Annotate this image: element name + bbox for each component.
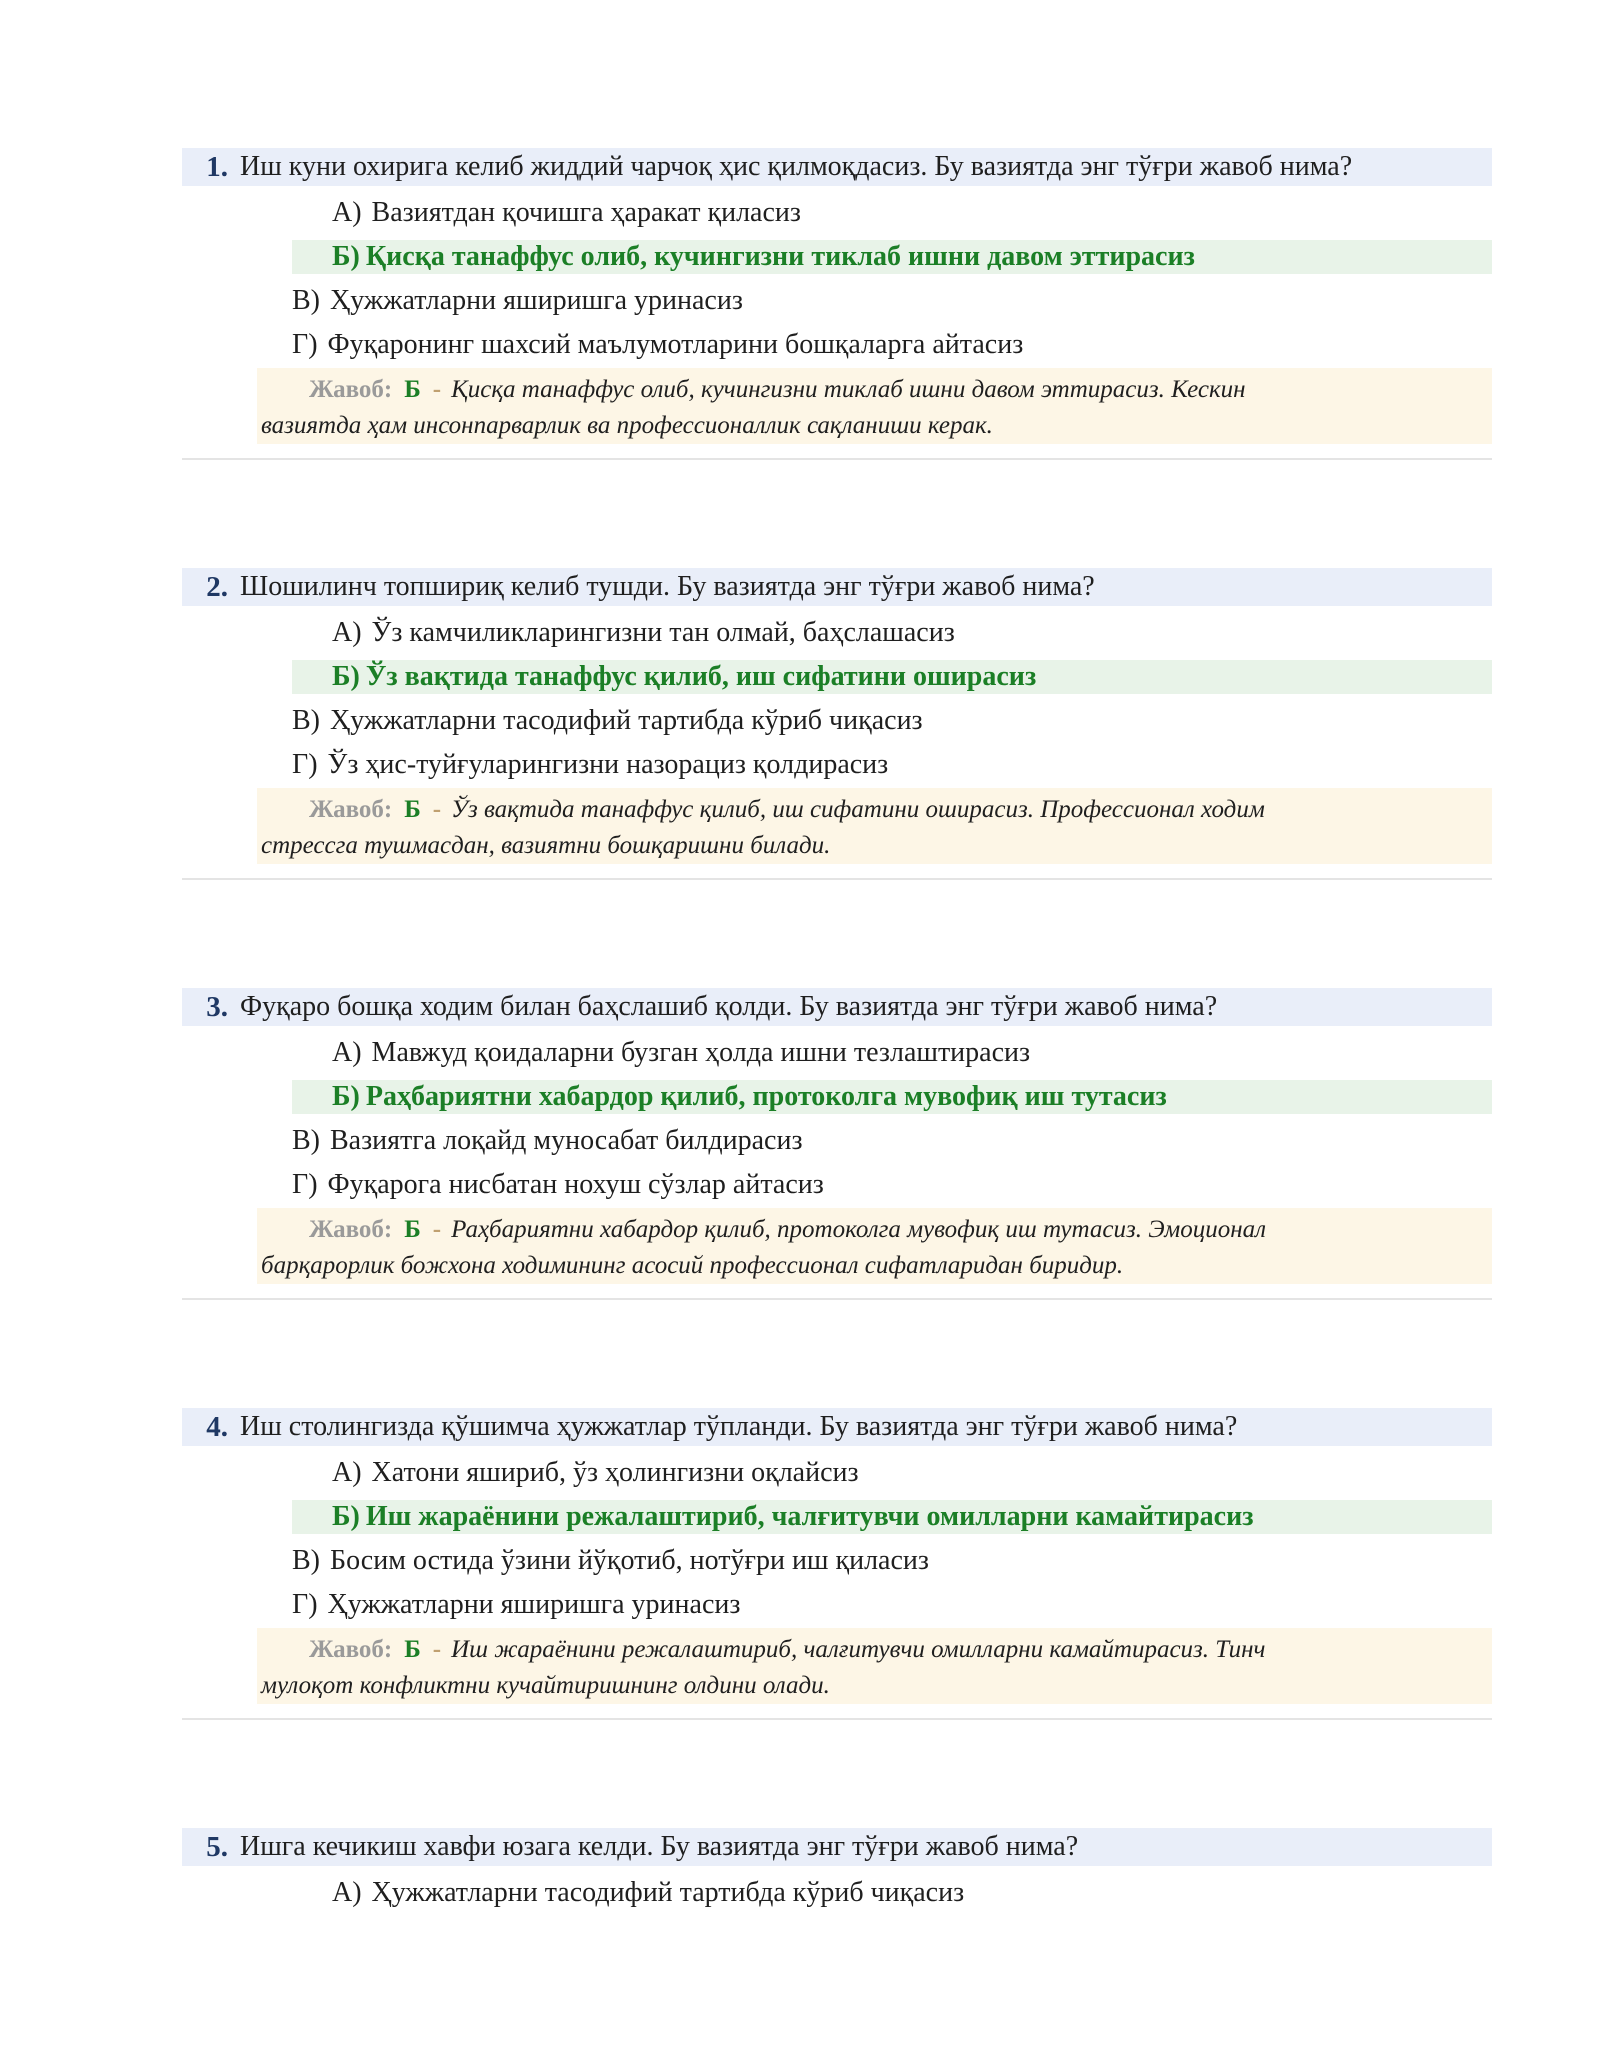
answer-label: Жавоб: bbox=[309, 796, 393, 823]
question-header bbox=[182, 988, 1492, 1026]
option-text: Иш жараёнини режалаштириб, чалғитувчи омилларни камайтирасиз bbox=[365, 1501, 1254, 1532]
option-b-correct bbox=[292, 660, 1492, 694]
answer-letter: Б bbox=[404, 1636, 421, 1663]
option-v bbox=[292, 1122, 803, 1160]
section-divider bbox=[182, 458, 1492, 460]
answer-explanation bbox=[257, 368, 1492, 444]
option-b-correct bbox=[292, 1500, 1492, 1534]
option-letter: Б) bbox=[332, 661, 360, 692]
answer-label: Жавоб: bbox=[309, 1216, 393, 1243]
option-letter: Г) bbox=[292, 329, 318, 360]
option-g bbox=[292, 746, 888, 784]
answer-dash: - bbox=[432, 796, 442, 823]
option-letter: В) bbox=[292, 1545, 320, 1576]
option-letter: В) bbox=[292, 705, 320, 736]
question-2 bbox=[182, 568, 1492, 968]
answer-dash: - bbox=[432, 1636, 442, 1663]
question-number: 3. bbox=[206, 990, 228, 1023]
answer-letter: Б bbox=[404, 796, 421, 823]
option-letter: А) bbox=[332, 1457, 362, 1488]
answer-text-line-1: Иш жараёнини режалаштириб, чалғитувчи омилларни камайтирасиз. Тинч bbox=[451, 1636, 1266, 1663]
question-1 bbox=[182, 148, 1492, 548]
option-letter: В) bbox=[292, 285, 320, 316]
answer-text-line-2: стрессга тушмасдан, вазиятни бошқаришни билади. bbox=[261, 832, 831, 859]
option-v bbox=[292, 1542, 929, 1580]
answer-letter: Б bbox=[404, 376, 421, 403]
question-header bbox=[182, 1408, 1492, 1446]
option-text: Ўз ҳис-туйғуларингизни назорациз қолдирасиз bbox=[327, 749, 889, 780]
option-text: Хатони яшириб, ўз ҳолингизни оқлайсиз bbox=[371, 1457, 859, 1488]
section-divider bbox=[182, 878, 1492, 880]
option-letter: Б) bbox=[332, 1501, 360, 1532]
answer-label: Жавоб: bbox=[309, 1636, 393, 1663]
answer-label: Жавоб: bbox=[309, 376, 393, 403]
option-text: Ўз вақтида танаффус қилиб, иш сифатини оширасиз bbox=[365, 661, 1037, 692]
option-text: Ўз камчиликларингизни тан олмай, баҳслашасиз bbox=[371, 617, 955, 648]
question-text: Иш куни охирига келиб жиддий чарчоқ ҳис қилмоқдасиз. Бу вазиятда энг тўғри жавоб нима? bbox=[240, 151, 1353, 182]
option-v bbox=[292, 702, 923, 740]
option-text: Қисқа танаффус олиб, кучингизни тиклаб ишни давом эттирасиз bbox=[365, 241, 1195, 272]
option-a bbox=[332, 1874, 964, 1912]
answer-explanation bbox=[257, 1208, 1492, 1284]
question-5 bbox=[182, 1828, 1492, 1948]
option-v bbox=[292, 282, 743, 320]
option-g bbox=[292, 1586, 740, 1624]
question-number: 5. bbox=[206, 1830, 228, 1863]
answer-text-line-1: Ўз вақтида танаффус қилиб, иш сифатини оширасиз. Профессионал ходим bbox=[451, 796, 1265, 823]
option-text: Вазиятга лоқайд муносабат билдирасиз bbox=[330, 1125, 803, 1156]
option-a bbox=[332, 194, 801, 232]
option-text: Ҳужжатларни яширишга уринасиз bbox=[327, 1589, 741, 1620]
section-divider bbox=[182, 1718, 1492, 1720]
option-letter: Г) bbox=[292, 1589, 318, 1620]
option-g bbox=[292, 326, 1023, 364]
question-header bbox=[182, 1828, 1492, 1866]
answer-text-line-2: барқарорлик божхона ходимининг асосий профессионал сифатларидан биридир. bbox=[261, 1252, 1124, 1279]
answer-text-line-1: Раҳбариятни хабардор қилиб, протоколга мувофиқ иш тутасиз. Эмоционал bbox=[451, 1216, 1266, 1243]
option-a bbox=[332, 614, 955, 652]
option-text: Ҳужжатларни яширишга уринасиз bbox=[330, 285, 743, 316]
answer-explanation bbox=[257, 788, 1492, 864]
option-b-correct bbox=[292, 240, 1492, 274]
answer-explanation bbox=[257, 1628, 1492, 1704]
question-text: Ишга кечикиш хавфи юзага келди. Бу вазиятда энг тўғри жавоб нима? bbox=[240, 1831, 1079, 1862]
question-number: 2. bbox=[206, 570, 228, 603]
option-letter: Г) bbox=[292, 749, 318, 780]
option-a bbox=[332, 1034, 1030, 1072]
option-text: Ҳужжатларни тасодифий тартибда кўриб чиқасиз bbox=[371, 1877, 965, 1908]
option-letter: Б) bbox=[332, 1081, 360, 1112]
option-letter: В) bbox=[292, 1125, 320, 1156]
option-text: Ҳужжатларни тасодифий тартибда кўриб чиқасиз bbox=[330, 705, 923, 736]
section-divider bbox=[182, 1298, 1492, 1300]
answer-dash: - bbox=[432, 376, 442, 403]
answer-text-line-1: Қисқа танаффус олиб, кучингизни тиклаб ишни давом эттирасиз. Кескин bbox=[451, 376, 1246, 403]
option-letter: А) bbox=[332, 197, 362, 228]
option-text: Вазиятдан қочишга ҳаракат қиласиз bbox=[371, 197, 801, 228]
option-text: Босим остида ўзини йўқотиб, нотўғри иш қиласиз bbox=[330, 1545, 929, 1576]
answer-dash: - bbox=[432, 1216, 442, 1243]
question-4 bbox=[182, 1408, 1492, 1808]
answer-text-line-2: мулоқот конфликтни кучайтиришнинг олдини олади. bbox=[261, 1672, 830, 1699]
option-text: Фуқарога нисбатан нохуш сўзлар айтасиз bbox=[327, 1169, 824, 1200]
option-letter: Б) bbox=[332, 241, 360, 272]
option-a bbox=[332, 1454, 859, 1492]
question-text: Иш столингизда қўшимча ҳужжатлар тўпланди. Бу вазиятда энг тўғри жавоб нима? bbox=[240, 1411, 1238, 1442]
question-header bbox=[182, 148, 1492, 186]
option-text: Мавжуд қоидаларни бузган ҳолда ишни тезлаштирасиз bbox=[371, 1037, 1031, 1068]
option-text: Раҳбариятни хабардор қилиб, протоколга мувофиқ иш тутасиз bbox=[365, 1081, 1167, 1112]
option-g bbox=[292, 1166, 824, 1204]
option-letter: Г) bbox=[292, 1169, 318, 1200]
option-text: Фуқаронинг шахсий маълумотларини бошқаларга айтасиз bbox=[327, 329, 1024, 360]
answer-text-line-2: вазиятда ҳам инсонпарварлик ва профессионаллик сақланиши керак. bbox=[261, 412, 993, 439]
question-number: 1. bbox=[206, 150, 228, 183]
option-b-correct bbox=[292, 1080, 1492, 1114]
option-letter: А) bbox=[332, 1877, 362, 1908]
question-header bbox=[182, 568, 1492, 606]
question-number: 4. bbox=[206, 1410, 228, 1443]
option-letter: А) bbox=[332, 1037, 362, 1068]
question-text: Шошилинч топшириқ келиб тушди. Бу вазиятда энг тўғри жавоб нима? bbox=[240, 571, 1095, 602]
question-text: Фуқаро бошқа ходим билан баҳслашиб қолди. Бу вазиятда энг тўғри жавоб нима? bbox=[240, 991, 1218, 1022]
option-letter: А) bbox=[332, 617, 362, 648]
question-3 bbox=[182, 988, 1492, 1388]
answer-letter: Б bbox=[404, 1216, 421, 1243]
